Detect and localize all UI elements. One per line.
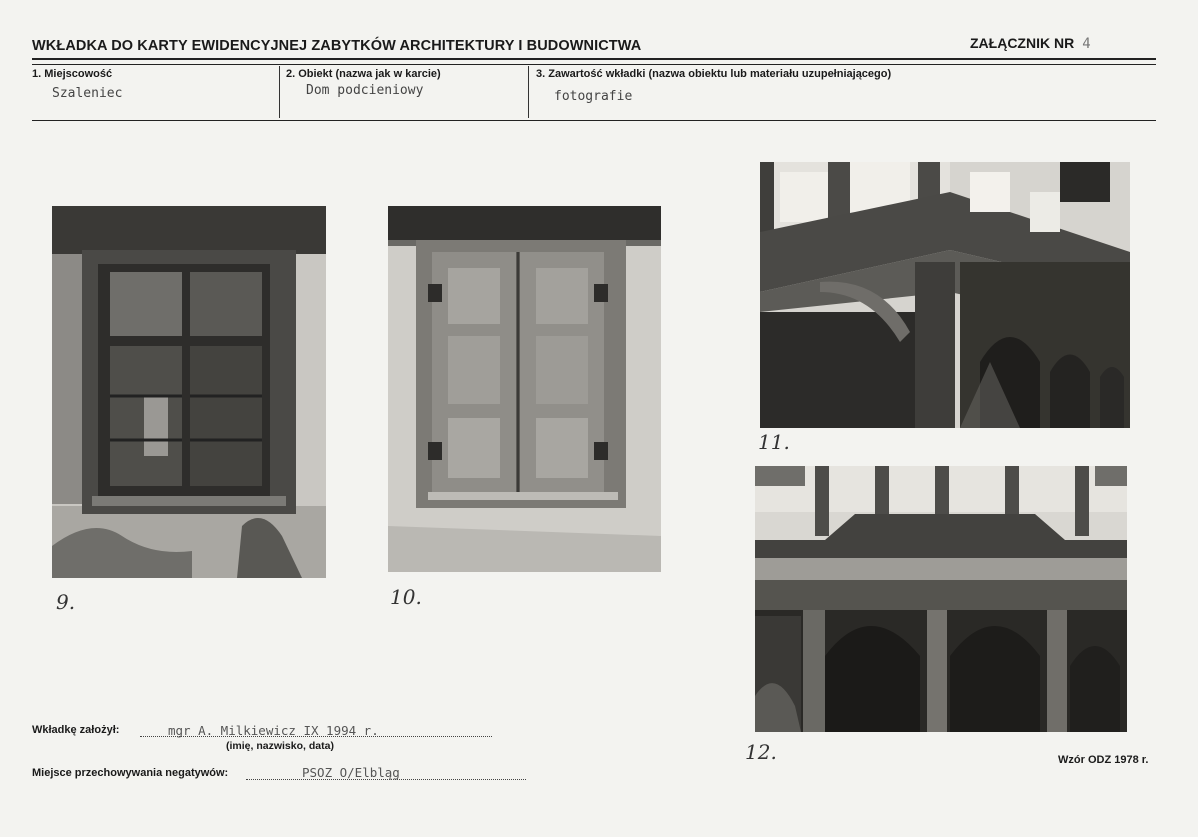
- photo-number-9: 9.: [56, 590, 76, 614]
- field-divider-2: [528, 66, 529, 118]
- locality-value: Szaleniec: [52, 86, 123, 101]
- created-by-value: mgr A. Milkiewicz IX 1994 r.: [168, 723, 379, 738]
- negatives-location-dotline: [246, 779, 526, 780]
- photo-window-9: [52, 206, 326, 578]
- created-by-dotline: [140, 736, 492, 737]
- contents-value: fotografie: [554, 89, 633, 104]
- annex-label: ZAŁĄCZNIK NR: [970, 35, 1075, 51]
- created-by-hint: (imię, nazwisko, data): [226, 740, 334, 752]
- created-by-label: Wkładkę założył:: [32, 724, 120, 736]
- photo-arcade-corner-11: [760, 162, 1130, 428]
- photo-arcade-front-12: [755, 466, 1127, 732]
- negatives-location-value: PSOZ O/Elbląg: [302, 765, 400, 780]
- fields-rule: [32, 120, 1156, 121]
- negatives-location-label: Miejsce przechowywania negatywów:: [32, 767, 229, 779]
- object-value: Dom podcieniowy: [306, 83, 424, 98]
- contents-label: 3. Zawartość wkładki (nazwa obiektu lub materiału uzupełniającego): [536, 68, 892, 80]
- field-divider-1: [279, 66, 280, 118]
- photo-number-10: 10.: [390, 585, 422, 609]
- annex-number: 4: [1082, 36, 1091, 52]
- locality-label: 1. Miejscowość: [32, 68, 113, 80]
- annex-field: [970, 35, 1091, 52]
- document-title: WKŁADKA DO KARTY EWIDENCYJNEJ ZABYTKÓW ARCHITEKTURY I BUDOWNICTWA: [32, 38, 642, 54]
- photo-shutters-10: [388, 206, 661, 572]
- form-code: Wzór ODZ 1978 r.: [1058, 754, 1149, 766]
- header-rule-bottom: [32, 64, 1156, 65]
- object-label: 2. Obiekt (nazwa jak w karcie): [286, 68, 441, 80]
- photo-number-11: 11.: [758, 430, 790, 454]
- photo-number-12: 12.: [745, 740, 777, 764]
- header-rule-top: [32, 58, 1156, 60]
